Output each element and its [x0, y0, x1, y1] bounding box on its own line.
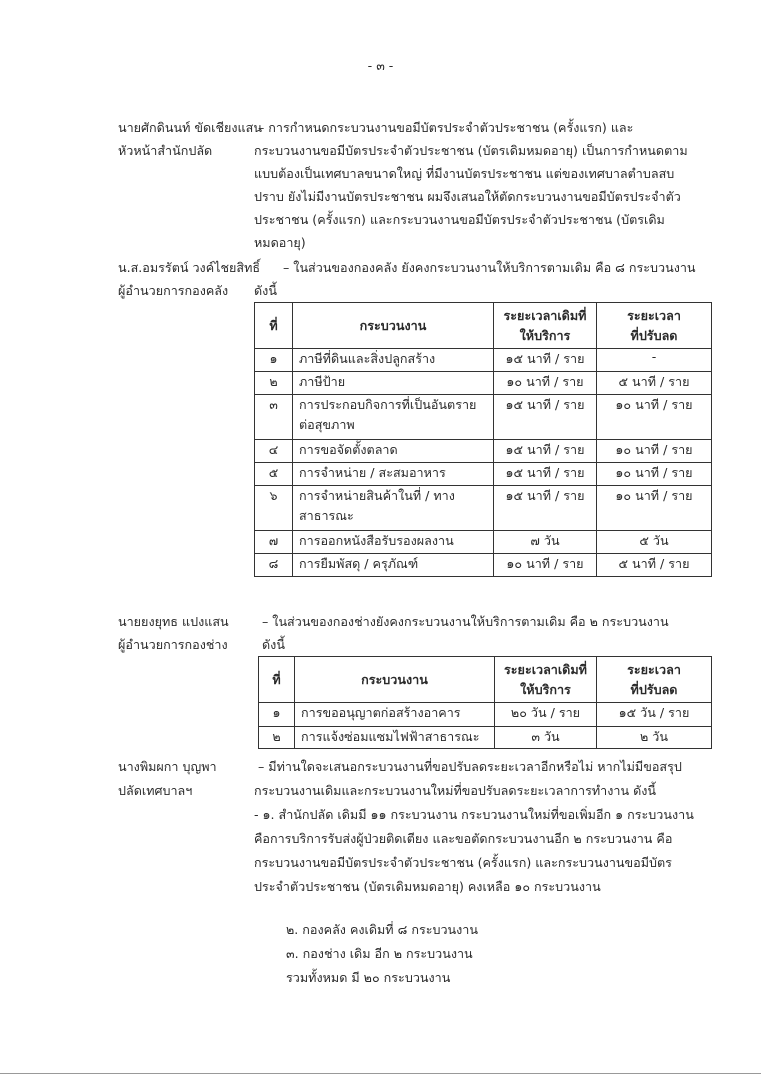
- table-row: ๔ การขอจัดตั้งตลาด ๑๕ นาที / ราย ๑๐ นาที / ราย: [255, 440, 712, 463]
- speech-line: กระบวนงานเดิมและกระบวนงานใหม่ที่ขอปรับลดระยะเวลาการทำงาน ดังนี้: [254, 783, 657, 798]
- header-original: ระยะเวลาเดิมที่ ให้บริการ: [494, 303, 597, 349]
- table-row: ๑ ภาษีที่ดินและสิ่งปลูกสร้าง ๑๕ นาที / ราย -: [255, 349, 712, 372]
- header-process: กระบวนงาน: [295, 657, 495, 703]
- header-no: ที่: [255, 303, 293, 349]
- table-row: ๑ การขออนุญาตก่อสร้างอาคาร ๒๐ วัน / ราย ๑๕ วัน / ราย: [259, 703, 712, 727]
- speech-line: คือการบริการรับส่งผู้ป่วยติดเตียง และขอตัดกระบวนงานอีก ๒ กระบวนงาน คือ: [254, 831, 673, 846]
- speaker-name: นายศักดินนท์ ขัดเชียงแสน: [118, 120, 262, 135]
- speech-line: – มีท่านใดจะเสนอกระบวนงานที่ขอปรับลดระยะเวลาอีกหรือไม่ หากไม่มีขอสรุป: [258, 759, 682, 774]
- header-reduced: ระยะเวลา ที่ปรับลด: [597, 657, 712, 703]
- speaker-name: น.ส.อมรรัตน์ วงค์ไชยสิทธิ์: [118, 260, 261, 275]
- speech-line: ประจำตัวประชาชน (บัตรเดิมหมดอายุ) คงเหลือ ๑๐ กระบวนงาน: [254, 879, 601, 894]
- speaker-title: ผู้อำนวยการกองคลัง: [118, 283, 229, 298]
- table-row: ๗ การออกหนังสือรับรองผลงาน ๗ วัน ๕ วัน: [255, 531, 712, 554]
- table-row: ๖ การจำหน่ายสินค้าในที่ / ทาง สาธารณะ ๑๕ นาที / ราย ๑๐ นาที / ราย: [255, 486, 712, 531]
- page-bottom-edge: [0, 1073, 761, 1074]
- speech-line: – ในส่วนของกองช่างยังคงกระบวนงานให้บริการตามเดิม คือ ๒ กระบวนงาน: [262, 614, 669, 629]
- speech-line: กระบวนงานขอมีบัตรประจำตัวประชาชน (บัตรเดิมหมดอายุ) เป็นการกำหนดตาม: [254, 143, 688, 158]
- works-process-table: [258, 656, 712, 749]
- speech-line: – การกำหนดกระบวนงานขอมีบัตรประจำตัวประชาชน (ครั้งแรก) และ: [258, 120, 634, 135]
- speaker-name: นางพิมผกา บุญพา: [118, 759, 217, 774]
- summary-line: ๓. กองช่าง เดิม อีก ๒ กระบวนงาน: [286, 946, 473, 961]
- speaker-title: หัวหน้าสำนักปลัด: [118, 143, 213, 158]
- table-row: ๘ การยืมพัสดุ / ครุภัณฑ์ ๑๐ นาที / ราย ๕ นาที / ราย: [255, 554, 712, 577]
- table-row: ๒ การแจ้งซ่อมแซมไฟฟ้าสาธารณะ ๓ วัน ๒ วัน: [259, 727, 712, 749]
- summary-line: ๒. กองคลัง คงเดิมที่ ๘ กระบวนงาน: [286, 922, 478, 937]
- table-row: ๓ การประกอบกิจการที่เป็นอันตราย ต่อสุขภาพ ๑๕ นาที / ราย ๑๐ นาที / ราย: [255, 395, 712, 440]
- speech-line: กระบวนงานขอมีบัตรประจำตัวประชาชน (ครั้งแรก) และกระบวนงานขอมีบัตร: [254, 855, 672, 870]
- speech-line: ปราบ ยังไม่มีงานบัตรประชาชน ผมจึงเสนอให้ตัดกระบวนงานขอมีบัตรประจำตัว: [254, 189, 681, 204]
- speech-line: ดังนี้: [262, 637, 285, 652]
- header-original: ระยะเวลาเดิมที่ ให้บริการ: [495, 657, 597, 703]
- speech-line: ดังนี้: [254, 283, 277, 298]
- speaker-name: นายยงยุทธ แปงแสน: [118, 614, 229, 629]
- finance-process-table: [254, 302, 712, 577]
- speech-line: – ในส่วนของกองคลัง ยังคงกระบวนงานให้บริการตามเดิม คือ ๘ กระบวนงาน: [283, 260, 696, 275]
- table-row: ๕ การจำหน่าย / สะสมอาหาร ๑๕ นาที / ราย ๑๐ นาที / ราย: [255, 463, 712, 486]
- table-row: ๒ ภาษีป้าย ๑๐ นาที / ราย ๕ นาที / ราย: [255, 372, 712, 395]
- speech-line: - ๑. สำนักปลัด เดิมมี ๑๑ กระบวนงาน กระบวนงานใหม่ที่ขอเพิ่มอีก ๑ กระบวนงาน: [254, 807, 694, 822]
- header-no: ที่: [259, 657, 295, 703]
- speech-line: ประชาชน (ครั้งแรก) และกระบวนงานขอมีบัตรประจำตัวประชาชน (บัตรเดิม: [254, 212, 665, 227]
- header-process: กระบวนงาน: [293, 303, 494, 349]
- summary-line: รวมทั้งหมด มี ๒๐ กระบวนงาน: [286, 970, 451, 985]
- speech-line: แบบต้องเป็นเทศบาลขนาดใหญ่ ที่มีงานบัตรประชาชน แต่ของเทศบาลตำบลสบ: [254, 166, 675, 181]
- speech-line: หมดอายุ): [254, 235, 306, 250]
- speaker-title: ผู้อำนวยการกองช่าง: [118, 637, 228, 652]
- speaker-title: ปลัดเทศบาลฯ: [118, 783, 193, 798]
- page-number: - ๓ -: [367, 58, 394, 73]
- header-reduced: ระยะเวลา ที่ปรับลด: [597, 303, 712, 349]
